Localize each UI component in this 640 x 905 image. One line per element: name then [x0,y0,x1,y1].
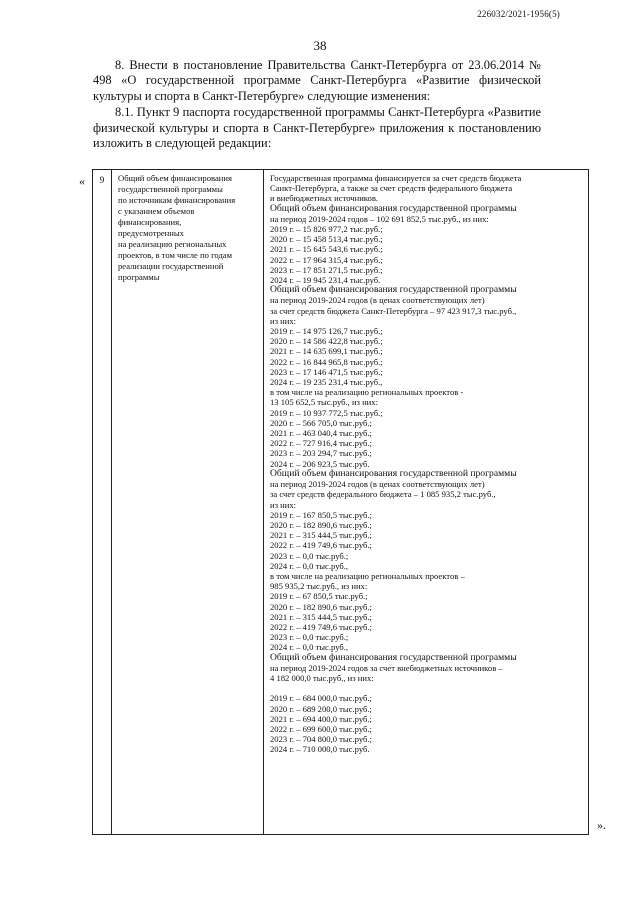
content-line: 2019 г. – 10 937 772,5 тыс.руб.; [270,407,383,418]
content-line: 2020 г. – 182 890,6 тыс.руб.; [270,519,372,530]
content-line: 2024 г. – 710 000,0 тыс.руб. [270,744,370,755]
content-line: 2020 г. – 182 890,6 тыс.руб.; [270,601,372,612]
content-line: в том числе на реализацию региональных проектов – [270,570,465,581]
content-line: и внебюджетных источников. [270,193,379,204]
content-line: 2022 г. – 699 600,0 тыс.руб.; [270,723,372,734]
content-line: 2022 г. – 727 916,4 тыс.руб.; [270,438,372,449]
content-line: 2023 г. – 0,0 тыс.руб.; [270,632,349,643]
label-line: Общий объем финансирования [118,173,232,183]
content-line: за счет средств федерального бюджета – 1 085 935,2 тыс.руб., [270,489,496,500]
content-line: 2021 г. – 315 444,5 тыс.руб.; [270,530,372,541]
content-line: 2024 г. – 206 923,5 тыс.руб. [270,458,370,469]
content-line: 2024 г. – 0,0 тыс.руб., [270,560,349,571]
content-line: на период 2019-2024 годов – 102 691 852,5 тыс.руб., из них: [270,213,489,224]
label-line: реализации государственной [118,261,224,271]
document-id: 226032/2021-1956(5) [477,9,560,19]
label-line: с указанием объемов [118,206,195,216]
content-line: за счет средств бюджета Санкт-Петербурга – 97 423 917,3 тыс.руб., [270,305,517,316]
content-line: Санкт-Петербурга, а также за счет средств федерального бюджета [270,183,513,194]
content-line: 2019 г. – 684 000,0 тыс.руб.; [270,693,372,704]
content-line: 2020 г. – 689 200,0 тыс.руб.; [270,703,372,714]
label-line: предусмотренных [118,228,184,238]
content-line: 2024 г. – 19 945 231,4 тыс.руб. [270,275,381,286]
content-line: 2019 г. – 167 850,5 тыс.руб.; [270,509,372,520]
label-line: проектов, в том числе по годам [118,250,233,260]
content-line: 2019 г. – 67 850,5 тыс.руб.; [270,591,368,602]
page-number: 38 [313,38,327,53]
content-line: 2023 г. – 0,0 тыс.руб.; [270,550,349,561]
content-line: Общий объем финансирования государственной программы [270,202,517,214]
content-line: на период 2019-2024 годов за счет внебюджетных источников – [270,662,503,673]
content-line: 2019 г. – 14 975 126,7 тыс.руб.; [270,326,383,337]
content-line: 2023 г. – 203 294,7 тыс.руб.; [270,448,372,459]
content-line: Общий объем финансирования государственной программы [270,467,517,479]
content-line: на период 2019-2024 годов (в ценах соответствующих лет) [270,479,485,490]
opening-quote: « [79,174,85,188]
content-line: 2024 г. – 19 235 231,4 тыс.руб., [270,377,383,388]
row-number-cell: 9 [93,170,112,834]
content-line: 4 182 000,0 тыс.руб., из них: [270,672,374,683]
content-line: 2020 г. – 14 586 422,8 тыс.руб.; [270,336,383,347]
content-line: 2020 г. – 566 705,0 тыс.руб.; [270,417,372,428]
content-line: Государственная программа финансируется за счет средств бюджета [270,173,522,183]
content-line: 2023 г. – 17 851 271,5 тыс.руб.; [270,264,383,275]
intro-text [93,58,541,151]
content-line [270,683,584,693]
financing-table [92,169,589,835]
content-line: 2023 г. – 704 800,0 тыс.руб.; [270,734,372,745]
label-cell [112,170,264,834]
label-line: государственной программы [118,184,223,194]
content-line: 13 105 652,5 тыс.руб., из них: [270,397,378,408]
content-line: 2019 г. – 15 826 977,2 тыс.руб.; [270,224,383,235]
content-line: из них: [270,499,297,510]
label-line: по источникам финансирования [118,195,236,205]
intro-paragraph-1: 8. Внести в постановление Правительства Санкт-Петербурга от 23.06.2014 № 498 «О государственной программе Санкт-Петербурга «Развитие физической культуры и спорта в Санкт-Петербурге» следующие изменения: [93,58,541,103]
content-line: в том числе на реализацию региональных проектов - [270,387,464,398]
content-line: Общий объем финансирования государственной программы [270,651,517,663]
content-line: 2020 г. – 15 458 513,4 тыс.руб.; [270,234,383,245]
content-line: 2022 г. – 419 749,6 тыс.руб.; [270,621,372,632]
content-line: 2021 г. – 694 400,0 тыс.руб.; [270,713,372,724]
content-cell [264,170,588,834]
content-line: из них: [270,315,297,326]
content-line: 2023 г. – 17 146 471,5 тыс.руб.; [270,366,383,377]
closing-quote: ». [597,818,606,832]
content-line: 2022 г. – 17 964 315,4 тыс.руб.; [270,254,383,265]
content-line: 985 935,2 тыс.руб., из них: [270,581,368,592]
content-line: 2021 г. – 14 635 699,1 тыс.руб.; [270,346,383,357]
content-line: 2021 г. – 15 645 543,6 тыс.руб.; [270,244,383,255]
content-line: Общий объем финансирования государственной программы [270,284,517,296]
label-line: на реализацию региональных [118,239,227,249]
content-line: 2021 г. – 463 040,4 тыс.руб.; [270,428,372,439]
content-line: 2021 г. – 315 444,5 тыс.руб.; [270,611,372,622]
label-line: финансирования, [118,217,182,227]
content-line: 2022 г. – 16 844 965,8 тыс.руб.; [270,356,383,367]
content-line: на период 2019-2024 годов (в ценах соответствующих лет) [270,295,485,306]
intro-paragraph-2: 8.1. Пункт 9 паспорта государственной программы Санкт-Петербурга «Развитие физической культуры и спорта в Санкт-Петербурге» приложения к постановлению изложить в следующей редакции: [93,105,541,151]
content-line: 2024 г. – 0,0 тыс.руб., [270,642,349,653]
label-line: программы [118,272,160,282]
content-line: 2022 г. – 419 749,6 тыс.руб.; [270,540,372,551]
